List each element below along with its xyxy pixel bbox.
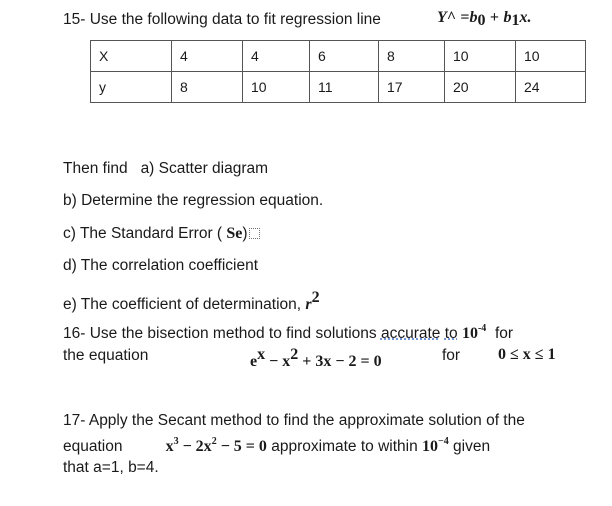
table-cell: 24 [516, 72, 586, 103]
q17-tolerance: $10^{-4}$ [422, 436, 449, 455]
table-cell: 4 [243, 41, 310, 72]
q17-line1: 17- Apply the Secant method to find the approximate solution of the [63, 412, 525, 429]
se-symbol: Se [226, 225, 243, 242]
equation-placeholder-icon [249, 228, 260, 239]
row-label: y [91, 72, 172, 103]
q17-line2: equation $x^3 - 2x^2 - 5 = 0$ approximate to within $10^{-4}$ given [63, 436, 491, 455]
table-cell: 6 [310, 41, 379, 72]
table-row-y [91, 72, 586, 103]
data-table [90, 40, 586, 103]
part-e: e) The coefficient of determination, $r^2$ [63, 289, 320, 313]
q16-line2: the equation [63, 347, 149, 364]
q16-for: for [442, 347, 461, 364]
table-cell: 10 [243, 72, 310, 103]
table-cell: 11 [310, 72, 379, 103]
r-squared-symbol: r [305, 296, 312, 313]
table-cell: 8 [172, 72, 243, 103]
table-cell: 4 [172, 41, 243, 72]
table-cell: 20 [445, 72, 516, 103]
q16-equation: $e^x - x^2 + 3x - 2 = 0$ [250, 346, 382, 370]
q17-equation: $x^3 - 2x^2 - 5 = 0$ [165, 436, 267, 455]
table-cell: 10 [445, 41, 516, 72]
table-cell: 17 [379, 72, 445, 103]
q16-line1: 16- Use the bisection method to find solutions accurate to $10^{-4}$ for [63, 323, 514, 342]
then-find-label: Then find [63, 160, 128, 177]
regression-model: Y^ $=b_0 + b_1x$. [437, 9, 532, 29]
table-cell: 10 [516, 41, 586, 72]
row-label: X [91, 41, 172, 72]
then-find-line [63, 160, 268, 178]
accurate-word: accurate [380, 325, 441, 342]
table-row-x [91, 41, 586, 72]
part-b: b) Determine the regression equation. [63, 192, 324, 209]
q17-line3: that a=1, b=4. [63, 459, 159, 476]
tolerance: $10^{-4}$ [461, 323, 487, 342]
part-d: d) The correlation coefficient [63, 257, 259, 274]
q16-interval: 0 ≤ x ≤ 1 [498, 346, 556, 363]
table-cell: 8 [379, 41, 445, 72]
part-c: c) The Standard Error ( Se) [63, 225, 260, 243]
q15-heading: 15- Use the following data to fit regression line [63, 11, 381, 28]
part-a: a) Scatter diagram [140, 160, 269, 177]
